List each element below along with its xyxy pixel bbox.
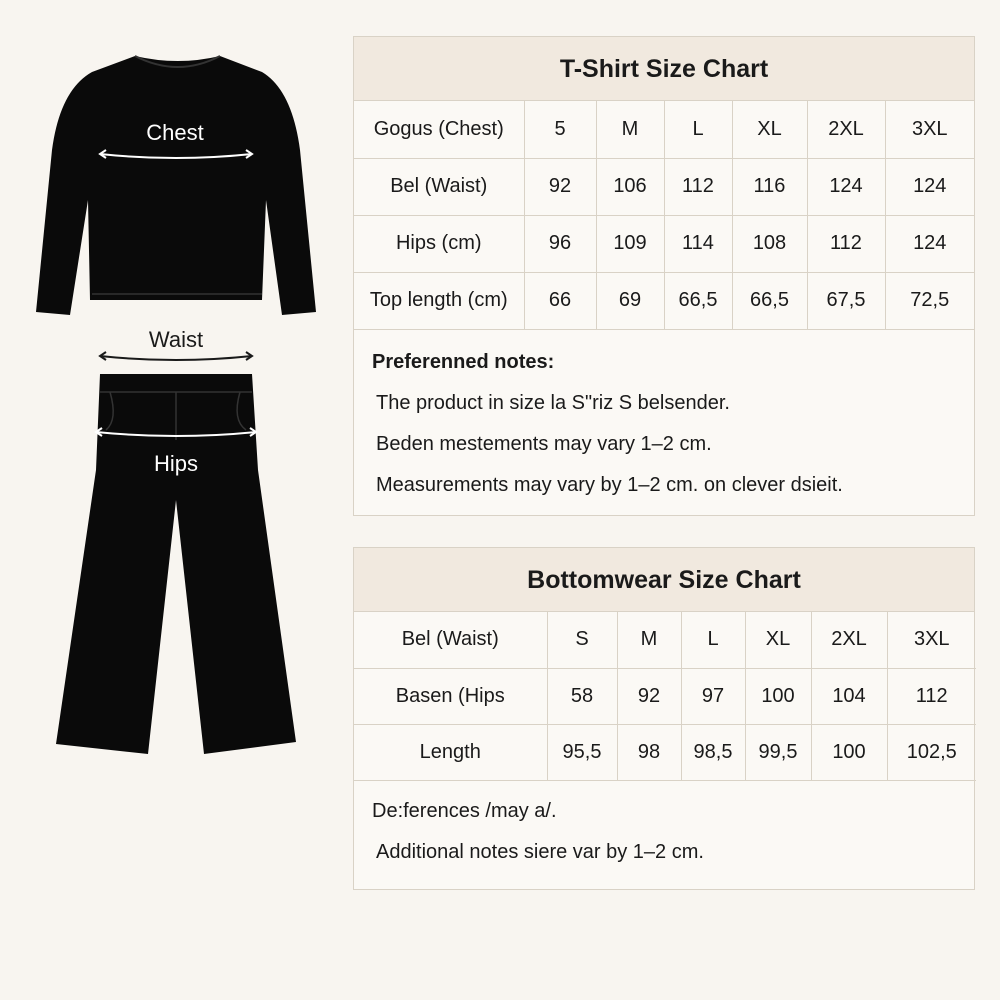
waist-label: Waist (148, 327, 204, 352)
table-cell: 58 (547, 668, 617, 724)
table-cell: 112 (807, 215, 885, 272)
note-line: De:ferences /may a/. (372, 799, 557, 822)
tshirt-size-chart (353, 36, 975, 516)
table-cell: 114 (664, 215, 732, 272)
bottomwear-size-chart (353, 547, 975, 890)
table-row (354, 272, 974, 329)
table-cell: L (664, 101, 732, 158)
table-cell: 3XL (887, 612, 976, 668)
table-cell: 2XL (807, 101, 885, 158)
table-cell: 124 (807, 158, 885, 215)
table-cell: S (547, 612, 617, 668)
table-cell: 66,5 (732, 272, 807, 329)
table-cell: 98,5 (681, 724, 745, 780)
table-row (354, 724, 976, 780)
table-cell: 109 (596, 215, 664, 272)
table-cell: M (596, 101, 664, 158)
bottomwear-size-table (354, 612, 976, 781)
garment-drawing (0, 0, 340, 1000)
notes-heading: Preferenned notes: (372, 350, 555, 373)
note-line: Additional notes siere var by 1–2 cm. (376, 840, 704, 863)
table-cell: 5 (524, 101, 596, 158)
table-cell: 69 (596, 272, 664, 329)
bottomwear-chart-title: Bottomwear Size Chart (354, 548, 974, 612)
table-cell: Top length (cm) (354, 272, 524, 329)
hips-label: Hips (153, 451, 198, 476)
table-cell: 99,5 (745, 724, 811, 780)
table-header-row (354, 612, 976, 668)
table-cell: 124 (885, 215, 974, 272)
table-cell: 2XL (811, 612, 887, 668)
table-cell: L (681, 612, 745, 668)
tshirt-size-table (354, 101, 974, 330)
note-line: Beden mestements may vary 1–2 cm. (376, 432, 712, 455)
table-cell: 100 (745, 668, 811, 724)
table-cell: 98 (617, 724, 681, 780)
waist-measure-arrow (100, 356, 252, 360)
table-row (354, 215, 974, 272)
tshirt-shape (36, 56, 316, 315)
garment-illustration (0, 0, 340, 1000)
table-cell: XL (732, 101, 807, 158)
table-row (354, 158, 974, 215)
table-cell: 72,5 (885, 272, 974, 329)
chest-label: Chest (146, 120, 204, 145)
table-cell: 97 (681, 668, 745, 724)
table-cell: 112 (887, 668, 976, 724)
table-cell: Basen (Hips (354, 668, 547, 724)
table-cell: M (617, 612, 681, 668)
table-cell: 92 (617, 668, 681, 724)
table-cell: 112 (664, 158, 732, 215)
table-cell: Hips (cm) (354, 215, 524, 272)
table-cell: 3XL (885, 101, 974, 158)
table-cell: 124 (885, 158, 974, 215)
table-row (354, 668, 976, 724)
tshirt-chart-title: T-Shirt Size Chart (354, 37, 974, 101)
table-cell: 66,5 (664, 272, 732, 329)
table-cell: Gogus (Chest) (354, 101, 524, 158)
table-cell: 106 (596, 158, 664, 215)
note-line: Measurements may vary by 1–2 cm. on clever dsieit. (376, 473, 843, 496)
table-cell: 66 (524, 272, 596, 329)
table-cell: 108 (732, 215, 807, 272)
tshirt-notes (354, 330, 974, 506)
note-line: The product in size la S"riz S belsender. (376, 391, 730, 414)
table-cell: 100 (811, 724, 887, 780)
table-header-row (354, 101, 974, 158)
table-cell: 104 (811, 668, 887, 724)
table-cell: 95,5 (547, 724, 617, 780)
table-cell: 67,5 (807, 272, 885, 329)
table-cell: Bel (Waist) (354, 158, 524, 215)
table-cell: XL (745, 612, 811, 668)
table-cell: 92 (524, 158, 596, 215)
table-cell: 102,5 (887, 724, 976, 780)
table-cell: Bel (Waist) (354, 612, 547, 668)
table-cell: 116 (732, 158, 807, 215)
table-cell: 96 (524, 215, 596, 272)
bottomwear-notes (354, 781, 974, 873)
table-cell: Length (354, 724, 547, 780)
